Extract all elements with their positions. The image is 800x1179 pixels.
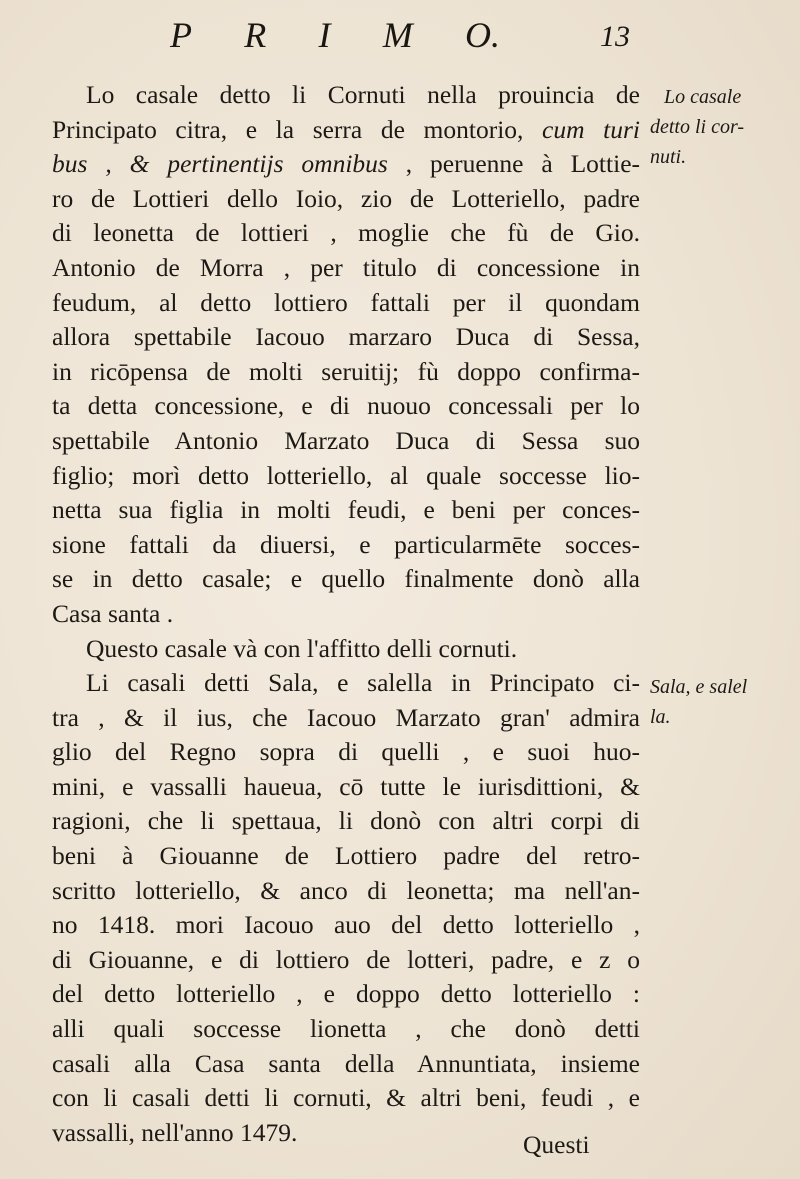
text-line — [52, 839, 640, 874]
line-text: se in detto casale; e quello finalmente donò alla — [52, 564, 640, 594]
page-number: 13 — [600, 20, 630, 53]
text-line — [52, 216, 640, 251]
text-line — [52, 459, 640, 494]
text-line — [52, 701, 640, 736]
text-line — [52, 562, 640, 597]
margin-note-line: detto li cor- — [650, 116, 745, 138]
catchword: Questi — [523, 1130, 590, 1159]
text-line — [52, 147, 640, 182]
line-text: di leonetta de lottieri , moglie che fù de Gio. — [52, 218, 640, 248]
text-line — [52, 424, 640, 459]
margin-note-line: Sala, e salel — [650, 676, 748, 698]
line-text: tra , & il ius, che Iacouo Marzato gran' admira — [52, 702, 640, 732]
line-text: Principato citra, e la serra de montorio, — [52, 114, 543, 144]
text-line — [52, 251, 640, 286]
margin-note-sala — [650, 672, 790, 732]
line-text: con li casali detti li cornuti, & altri beni, feudi , e — [52, 1083, 640, 1113]
text-line — [52, 874, 640, 909]
main-text-block — [52, 78, 640, 1150]
line-text: Questo casale và con l'affitto delli cornuti. — [86, 633, 518, 663]
text-line — [52, 908, 640, 943]
line-text: di Giouanne, e di lottiero de lotteri, padre, e z o — [52, 944, 640, 974]
text-line — [52, 355, 640, 390]
line-text: spettabile Antonio Marzato Duca di Sessa suo — [52, 425, 640, 455]
line-text: no 1418. mori Iacouo auo del detto lotteriello , — [52, 910, 640, 940]
text-line — [52, 977, 640, 1012]
line-text: ragioni, che li spettaua, li donò con altri corpi di — [52, 806, 640, 836]
line-text: scritto lotteriello, & anco di leonetta; ma nell'an- — [52, 875, 640, 905]
line-text: Lo casale detto li Cornuti nella prouincia de — [86, 80, 640, 109]
line-text: beni à Giouanne de Lottiero padre del retro- — [52, 841, 640, 871]
line-text: sione fattali da diuersi, e particularmēte socces- — [52, 529, 640, 559]
line-text: figlio; morì detto lotteriello, al quale soccesse lio- — [52, 460, 640, 490]
line-text: ro de Lottieri dello Ioio, zio de Lotteriello, padre — [52, 183, 640, 213]
line-text: in ricōpensa de molti seruitij; fù doppo confirma- — [52, 356, 640, 386]
text-line — [52, 182, 640, 217]
text-line — [52, 770, 640, 805]
line-text: allora spettabile Iacouo marzaro Duca di Sessa, — [52, 322, 640, 352]
line-text: mini, e vassalli haueua, cō tutte le iurisdittioni, & — [52, 771, 640, 801]
running-head-letter: O. — [465, 15, 500, 55]
line-text: ta detta concessione, e di nuouo concessali per lo — [52, 391, 640, 421]
running-head-letter: R — [244, 15, 267, 55]
text-line — [52, 113, 640, 148]
margin-note-cornuti — [650, 82, 790, 172]
text-line — [52, 632, 640, 667]
text-line — [52, 320, 640, 355]
line-text: casali alla Casa santa della Annuntiata, insieme — [52, 1048, 640, 1078]
text-line — [52, 943, 640, 978]
text-line — [52, 493, 640, 528]
text-line — [52, 528, 640, 563]
margin-note-line: la. — [650, 706, 671, 728]
text-line — [52, 735, 640, 770]
running-head-title — [170, 14, 500, 56]
line-text: vassalli, nell'anno 1479. — [52, 1117, 298, 1147]
running-head-letter: I — [318, 15, 331, 55]
margin-note-line: nuti. — [650, 146, 687, 168]
margin-note-line: Lo casale — [664, 86, 742, 108]
text-line — [52, 804, 640, 839]
italic-phrase: cum turi — [542, 114, 640, 144]
text-line — [52, 1012, 640, 1047]
line-text: , peruenne à Lottie- — [387, 149, 640, 179]
line-text: Li casali detti Sala, e salella in Principato ci- — [86, 668, 640, 698]
line-text: Antonio de Morra , per titulo di concessione in — [52, 252, 640, 282]
text-line — [52, 286, 640, 321]
text-line — [52, 1081, 640, 1116]
line-text: feudum, al detto lottiero fattali per il quondam — [52, 287, 640, 317]
text-line — [52, 597, 640, 632]
text-line — [52, 389, 640, 424]
running-head-letter: P — [170, 15, 192, 55]
running-head-letter: M — [382, 15, 413, 55]
line-text: Casa santa . — [52, 598, 174, 628]
line-text: glio del Regno sopra di quelli , e suoi huo- — [52, 737, 640, 767]
text-line — [52, 78, 640, 113]
text-line — [52, 666, 640, 701]
line-text: del detto lotteriello , e doppo detto lotteriello : — [52, 979, 640, 1009]
text-line — [52, 1047, 640, 1082]
line-text: alli quali soccesse lionetta , che donò detti — [52, 1014, 640, 1044]
line-text: netta sua figlia in molti feudi, e beni per conces- — [52, 495, 640, 525]
italic-phrase: bus , & pertinentijs omnibus — [52, 149, 388, 179]
